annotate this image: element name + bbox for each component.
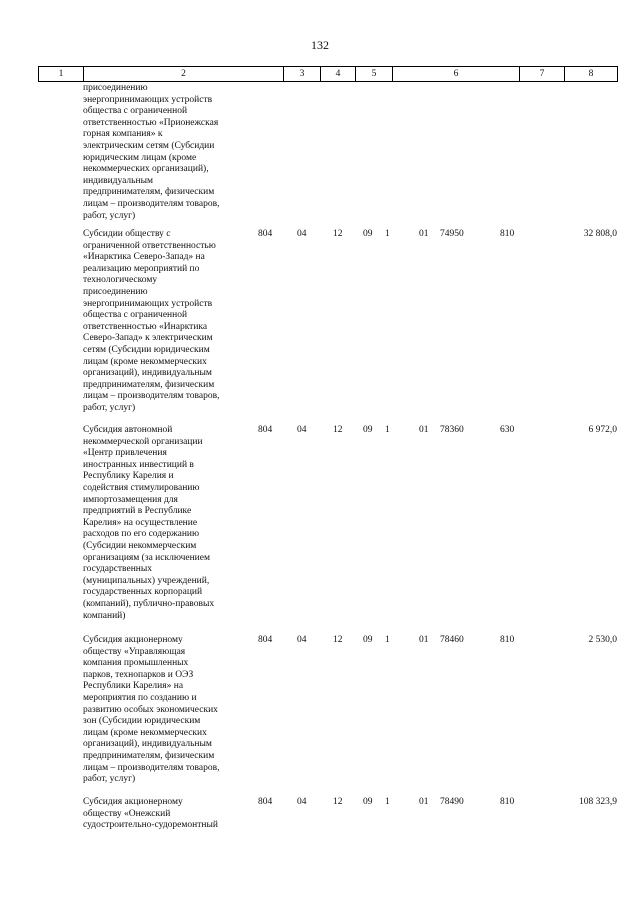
table-header bbox=[38, 66, 618, 82]
row-section-code: 04 bbox=[297, 635, 307, 645]
row-expense-type: 630 bbox=[500, 425, 515, 435]
row-program-code: 09 bbox=[363, 229, 373, 239]
row-ministry-code: 804 bbox=[258, 635, 273, 645]
header-col-4: 4 bbox=[320, 67, 355, 81]
row-description: Субсидия автономной некоммерческой организации «Центр привлечения иностранных инвестиций в Республику Карелия и содействия стимулированию импортозамещения для предприятий в Республике Карелия» на осуществление расходов по его содержанию (Субсидии некоммерческим организациям (за исключением государственных (муниципальных) учреждений, государственных корпораций (компаний), публично-правовых компаний) bbox=[83, 425, 215, 621]
row-ministry-code: 804 bbox=[258, 229, 273, 239]
row-amount: 108 323,9 bbox=[579, 797, 617, 807]
row-expense-type: 810 bbox=[500, 229, 515, 239]
row-subprogram-code: 1 bbox=[385, 635, 390, 645]
row-direction-code: 78360 bbox=[440, 425, 464, 435]
row-subprogram-code: 1 bbox=[385, 229, 390, 239]
row-event-code: 01 bbox=[419, 797, 429, 807]
row-event-code: 01 bbox=[419, 425, 429, 435]
row-program-code: 09 bbox=[363, 797, 373, 807]
row-amount: 32 808,0 bbox=[583, 229, 617, 239]
header-col-3: 3 bbox=[283, 67, 320, 81]
continuation-description: присоединению энергопринимающих устройств общества с ограниченной ответственностью «Прионежская горная компания» к электрическим сетям (Субсидии юридическим лицам (кроме некоммерческих организаций), индивидуальным предпринимателям, физическим лицам – производителям товаров, работ, услуг) bbox=[83, 83, 220, 221]
row-expense-type: 810 bbox=[500, 635, 515, 645]
row-program-code: 09 bbox=[363, 425, 373, 435]
row-program-code: 09 bbox=[363, 635, 373, 645]
row-subprogram-code: 1 bbox=[385, 797, 390, 807]
header-col-2: 2 bbox=[83, 67, 283, 81]
row-expense-type: 810 bbox=[500, 797, 515, 807]
row-description: Субсидия акционерному обществу «Онежский судостроительно-судоремонтный bbox=[83, 797, 218, 831]
row-amount: 6 972,0 bbox=[588, 425, 617, 435]
page-number: 132 bbox=[311, 38, 329, 52]
row-subprogram-code: 1 bbox=[385, 425, 390, 435]
row-direction-code: 78490 bbox=[440, 797, 464, 807]
row-subsection-code: 12 bbox=[333, 229, 343, 239]
row-direction-code: 78460 bbox=[440, 635, 464, 645]
row-ministry-code: 804 bbox=[258, 425, 273, 435]
row-section-code: 04 bbox=[297, 425, 307, 435]
row-section-code: 04 bbox=[297, 797, 307, 807]
row-direction-code: 74950 bbox=[440, 229, 464, 239]
row-subsection-code: 12 bbox=[333, 797, 343, 807]
header-col-6: 6 bbox=[392, 67, 519, 81]
row-amount: 2 530,0 bbox=[588, 635, 617, 645]
row-subsection-code: 12 bbox=[333, 425, 343, 435]
row-section-code: 04 bbox=[297, 229, 307, 239]
header-col-5: 5 bbox=[355, 67, 392, 81]
row-description: Субсидии обществу с ограниченной ответственностью «Инарктика Северо-Запад» на реализацию мероприятий по технологическому присоединению энергопринимающих устройств общества с ограниченной ответственностью «Инарктика Северо-Запад» к электрическим сетям (Субсидии юридическим лицам (кроме некоммерческих организаций), индивидуальным предпринимателям, физическим лицам – производителям товаров, работ, услуг) bbox=[83, 229, 220, 413]
header-col-7: 7 bbox=[519, 67, 564, 81]
row-ministry-code: 804 bbox=[258, 797, 273, 807]
row-description: Субсидия акционерному обществу «Управляющая компания промышленных парков, технопарков и ОЭЗ Республики Карелия» на мероприятия по созданию и развитию особых экономических зон (Субсидии юридическим лицам (кроме некоммерческих организаций), индивидуальным предпринимателям, физическим лицам – производителям товаров, работ, услуг) bbox=[83, 635, 220, 785]
row-subsection-code: 12 bbox=[333, 635, 343, 645]
header-col-1: 1 bbox=[38, 67, 83, 81]
row-event-code: 01 bbox=[419, 229, 429, 239]
header-col-8: 8 bbox=[564, 67, 618, 81]
row-event-code: 01 bbox=[419, 635, 429, 645]
